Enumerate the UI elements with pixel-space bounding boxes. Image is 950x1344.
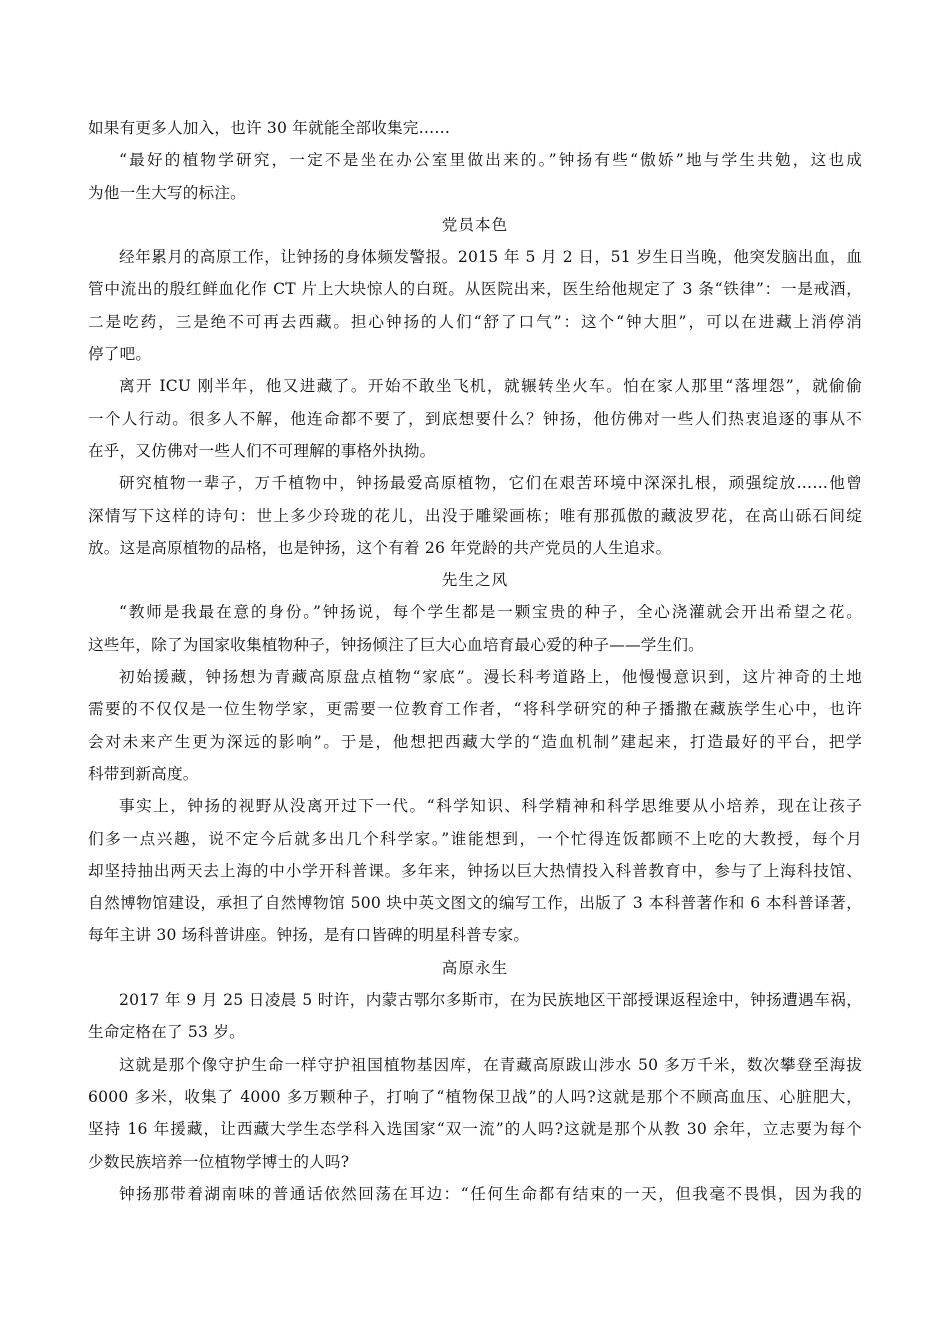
text-line: 需要的不仅仅是一位生物学家，更需要一位教育工作者，“将科学研究的种子播撒在藏族学生心中，也许 (88, 700, 862, 719)
paragraph (88, 984, 862, 1049)
section-heading: 先生之风 (441, 571, 509, 590)
text-line: 生命定格在了 53 岁。 (88, 1023, 245, 1042)
text-line: 一个人行动。很多人不解，他连命都不要了，到底想要什么？钟扬，他仿佛对一些人们热衷追逐的事从不 (88, 409, 862, 428)
text-line: 会对未来产生更为深远的影响”。于是，他想把西藏大学的“造血机制”建起来，打造最好的平台，把学 (88, 732, 862, 751)
paragraph (88, 661, 862, 790)
text-line: 经年累月的高原工作，让钟扬的身体频发警报。2015 年 5 月 2 日，51 岁生日当晚，他突发脑出血，血 (119, 248, 862, 267)
section-heading: 高原永生 (441, 958, 509, 977)
text-line: 钟扬那带着湖南味的普通话依然回荡在耳边：“任何生命都有结束的一天，但我毫不畏惧，因为我的 (119, 1184, 862, 1203)
paragraph (88, 370, 862, 467)
text-line: 坚持 16 年援藏，让西藏大学生态学科入选国家“双一流”的人吗?这就是那个从教 30 余年，立志要为每个 (88, 1120, 862, 1139)
text-line: 6000 多米，收集了 4000 多万颗种子，打响了“植物保卫战”的人吗?这就是那个不顾高血压、心脏肥大， (88, 1087, 862, 1106)
text-line: 放。这是高原植物的品格，也是钟扬，这个有着 26 年党龄的共产党员的人生追求。 (88, 538, 672, 557)
text-line: 二是吃药，三是绝不可再去西藏。担心钟扬的人们“舒了口气”：这个“钟大胆”，可以在进藏上消停消 (88, 312, 862, 331)
text-line: 这些年，除了为国家收集植物种子，钟扬倾注了巨大心血培育最心爱的种子——学生们。 (88, 635, 704, 654)
paragraph (88, 596, 862, 661)
text-line: 在乎，又仿佛对一些人们不可理解的事格外执拗。 (88, 441, 436, 460)
section-heading: 党员本色 (441, 215, 509, 234)
paragraph (88, 241, 862, 370)
text-line: 深情写下这样的诗句：世上多少玲珑的花儿，出没于雕梁画栋；唯有那孤傲的藏波罗花，在高山砾石间绽 (88, 506, 862, 525)
text-line: 初始援藏，钟扬想为青藏高原盘点植物“家底”。漫长科考道路上，他慢慢意识到，这片神奇的土地 (119, 668, 862, 687)
text-line: 少数民族培养一位植物学博士的人吗? (88, 1152, 350, 1171)
paragraph (88, 467, 862, 564)
text-line: 如果有更多人加入，也许 30 年就能全部收集完…… (88, 119, 451, 137)
text-line: 却坚持抽出两天去上海的中小学开科普课。多年来，钟扬以巨大热情投入科普教育中，参与了上海科技馆、 (88, 861, 862, 880)
text-line: 离开 ICU 刚半年，他又进藏了。开始不敢坐飞机，就辗转坐火车。怕在家人那里“落埋怨”，就偷偷 (119, 377, 862, 396)
paragraph (88, 790, 862, 951)
text-line: 每年主讲 30 场科普讲座。钟扬，是有口皆碑的明星科普专家。 (88, 926, 530, 945)
text-line: 停了吧。 (88, 345, 152, 364)
text-line: “最好的植物学研究，一定不是坐在办公室里做出来的。”钟扬有些“傲娇”地与学生共勉，这也成 (119, 151, 862, 170)
text-line: 事实上，钟扬的视野从没离开过下一代。“科学知识、科学精神和科学思维要从小培养，现在让孩子 (119, 797, 862, 816)
paragraph (88, 1178, 862, 1210)
text-line: 为他一生大写的标注。 (88, 183, 246, 202)
text-line: 科带到新高度。 (88, 764, 199, 783)
text-line: “教师是我最在意的身份。”钟扬说，每个学生都是一颗宝贵的种子，全心浇灌就会开出希望之花。 (119, 603, 862, 622)
paragraph (88, 144, 862, 209)
paragraph (88, 112, 862, 144)
paragraph (88, 1049, 862, 1178)
text-line: 研究植物一辈子，万千植物中，钟扬最爱高原植物，它们在艰苦环境中深深扎根，顽强绽放……他曾 (119, 474, 862, 493)
text-line: 自然博物馆建设，承担了自然博物馆 500 块中英文图文的编写工作，出版了 3 本科普著作和 6 本科普译著， (88, 894, 862, 913)
text-line: 2017 年 9 月 25 日凌晨 5 时许，内蒙古鄂尔多斯市，在为民族地区干部授课返程途中，钟扬遭遇车祸， (119, 991, 862, 1010)
text-line: 这就是那个像守护生命一样守护祖国植物基因库，在青藏高原跋山涉水 50 多万千米，数次攀登至海拔 (119, 1055, 862, 1074)
text-line: 们多一点兴趣，说不定今后就多出几个科学家。”谁能想到，一个忙得连饭都顾不上吃的大教授，每个月 (88, 829, 862, 848)
text-line: 管中流出的殷红鲜血化作 CT 片上大块惊人的白斑。从医院出来，医生给他规定了 3 条“铁律”：一是戒酒， (88, 280, 862, 299)
document-body (88, 112, 862, 1210)
